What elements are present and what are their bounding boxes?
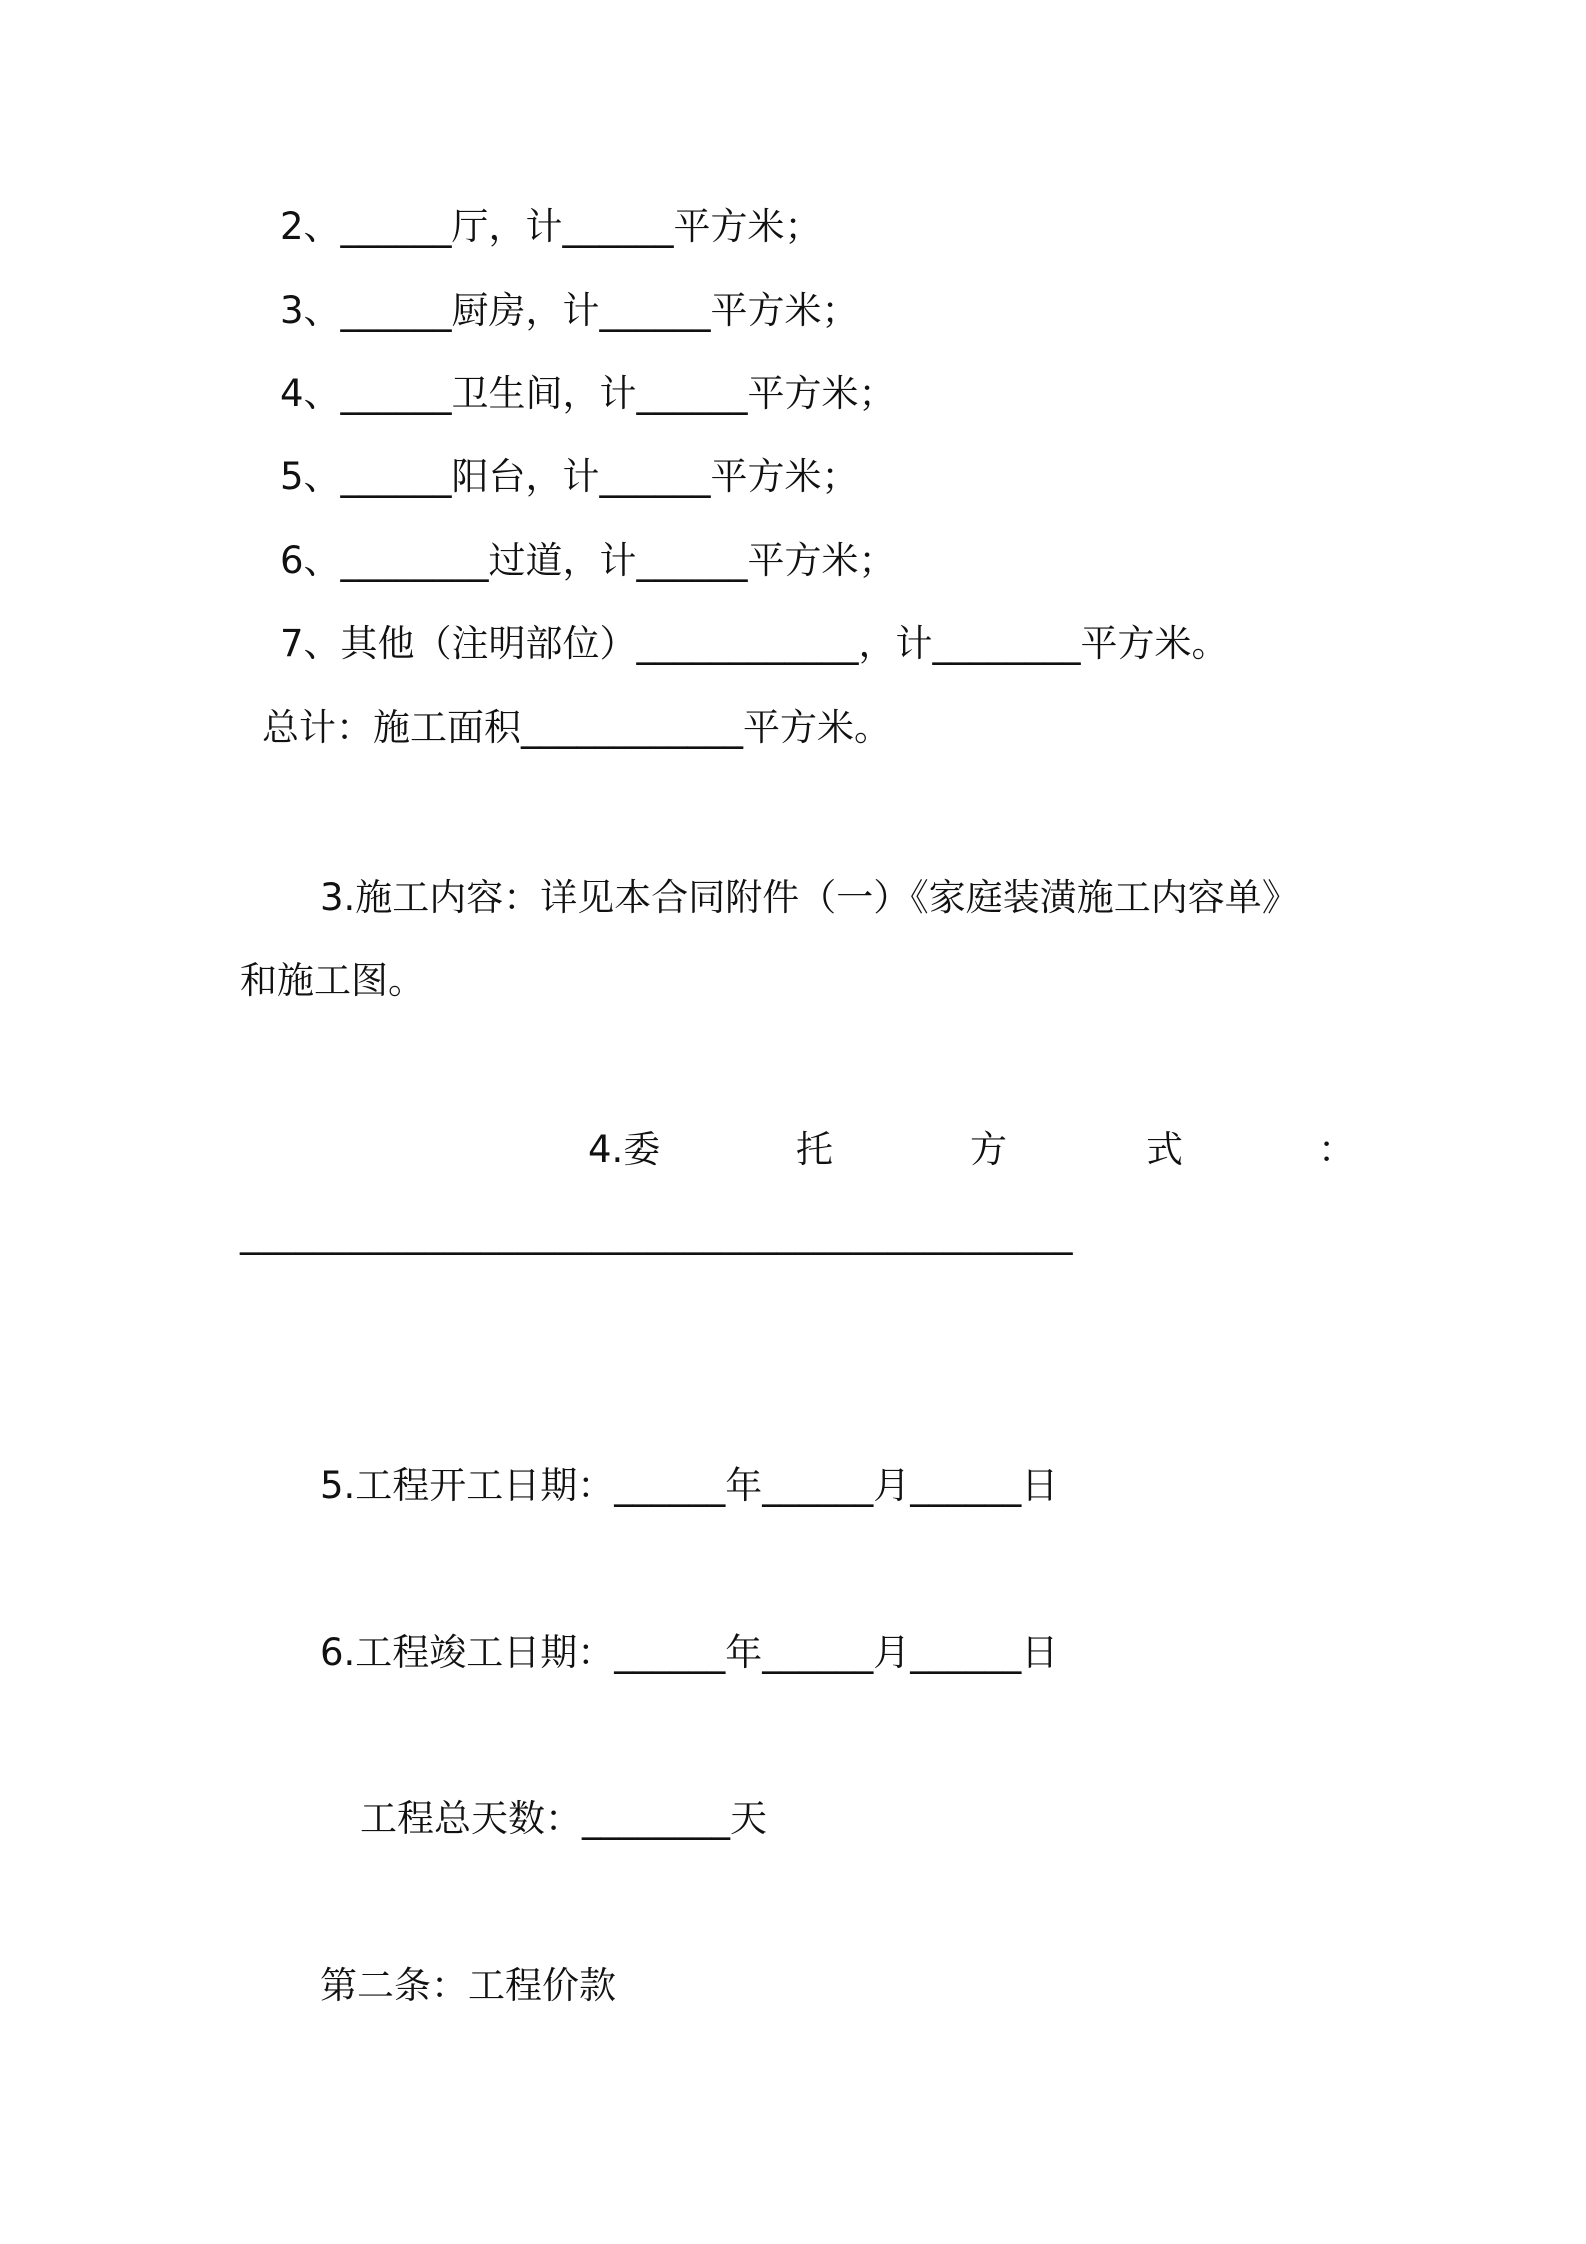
- section-4-label-part: ：: [1318, 1128, 1355, 1171]
- area-total: 总计：施工面积____________平方米。: [262, 706, 891, 749]
- section-3-content-line1: 3.施工内容：详见本合同附件（一）《家庭装潢施工内容单》: [320, 876, 1299, 919]
- section-4-delegation-label: [0, 1128, 1586, 1172]
- section-4-label-part: 方: [970, 1128, 1007, 1171]
- area-item-hall: 2、______厅，计______平方米；: [280, 205, 822, 248]
- area-item-corridor: 6、________过道，计______平方米；: [280, 539, 896, 582]
- section-4-label-part: 4.委: [588, 1128, 661, 1171]
- article-2-heading: 第二条：工程价款: [320, 1964, 616, 2007]
- section-6-end-date: 6.工程竣工日期：______年______月______日: [320, 1631, 1059, 1674]
- section-3-content-line2: 和施工图。: [240, 959, 425, 1002]
- section-4-label-part: 式: [1146, 1128, 1183, 1171]
- area-item-bathroom: 4、______卫生间，计______平方米；: [280, 372, 896, 415]
- section-5-start-date: 5.工程开工日期：______年______月______日: [320, 1464, 1059, 1507]
- area-item-balcony: 5、______阳台，计______平方米；: [280, 455, 859, 498]
- section-4-delegation-blank: _____________________________________________: [240, 1212, 1073, 1255]
- area-item-kitchen: 3、______厨房，计______平方米；: [280, 289, 859, 332]
- total-days: 工程总天数：________天: [360, 1797, 767, 1840]
- section-4-label-part: 托: [796, 1128, 833, 1171]
- area-item-other: 7、其他（注明部位）____________，计________平方米。: [280, 622, 1229, 665]
